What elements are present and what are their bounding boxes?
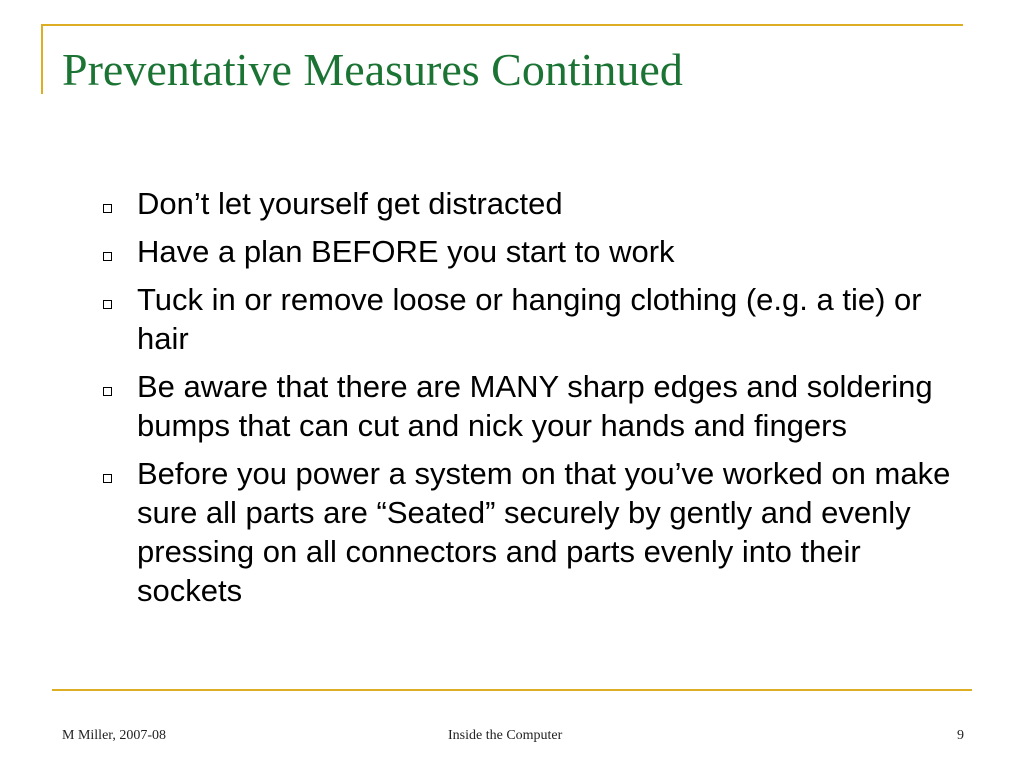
square-bullet-icon [103,387,112,396]
bullet-text: Be aware that there are MANY sharp edges and soldering bumps that can cut and nick your hands and fingers [137,369,933,443]
bullet-text: Tuck in or remove loose or hanging clothing (e.g. a tie) or hair [137,282,922,356]
bullet-item [103,232,973,271]
bullet-item [103,367,973,445]
bullet-text: Don’t let yourself get distracted [137,186,563,221]
square-bullet-icon [103,252,112,261]
bullet-item [103,280,973,358]
square-bullet-icon [103,474,112,483]
bullet-list [103,184,973,619]
bullet-text: Have a plan BEFORE you start to work [137,234,675,269]
top-accent-rule [41,24,963,26]
bottom-accent-rule [52,689,972,691]
footer-presentation-title: Inside the Computer [448,728,563,743]
bullet-item [103,454,973,610]
bullet-text: Before you power a system on that you’ve worked on make sure all parts are “Seated” securely by gently and evenly pressing on all connectors and parts evenly into their sockets [137,456,951,608]
left-accent-rule [41,24,43,94]
bullet-item [103,184,973,223]
square-bullet-icon [103,204,112,213]
slide-title: Preventative Measures Continued [62,44,683,95]
slide-number: 9 [957,728,964,743]
footer-author-date: M Miller, 2007-08 [62,728,167,743]
square-bullet-icon [103,300,112,309]
